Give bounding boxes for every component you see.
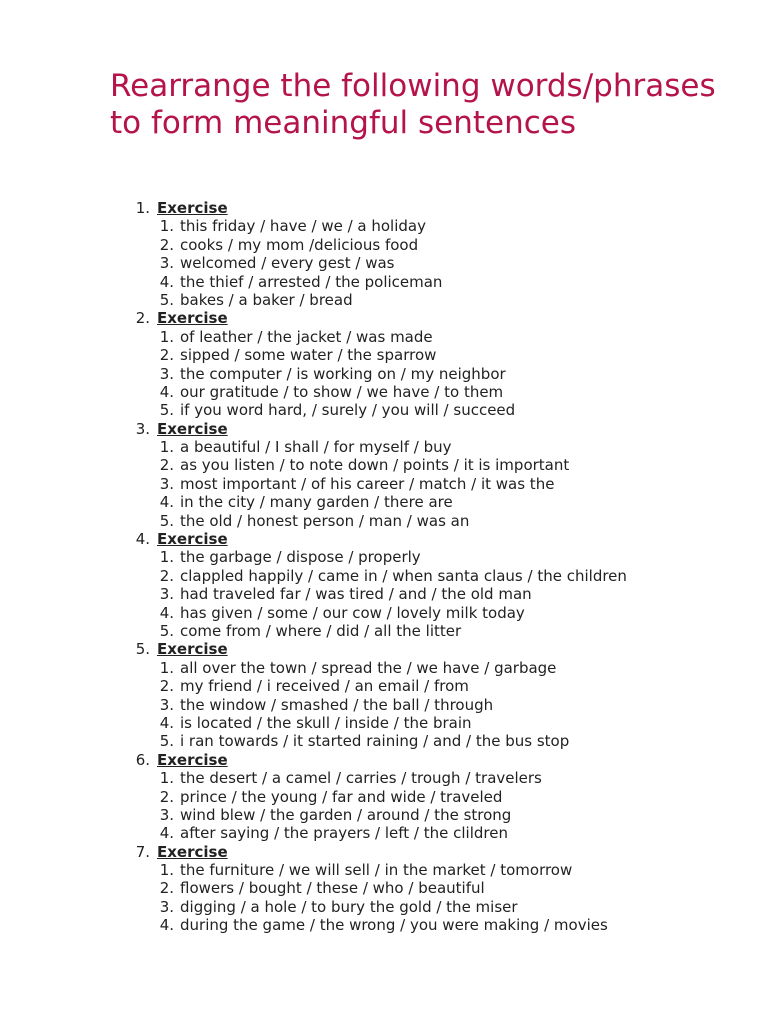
item-text: during the game / the wrong / you were making / movies: [180, 916, 608, 935]
exercise-label: Exercise: [157, 309, 228, 328]
item-number: 1.: [159, 438, 174, 457]
list-item: [0, 898, 768, 916]
item-text: welcomed / every gest / was: [180, 254, 395, 273]
exercise-label: Exercise: [157, 530, 228, 549]
item-number: 2.: [159, 235, 174, 254]
list-item: [0, 236, 768, 254]
list-item: [0, 365, 768, 383]
item-text: if you word hard, / surely / you will / succeed: [180, 401, 516, 420]
exercise-items: [0, 217, 768, 309]
item-number: 3.: [159, 364, 174, 383]
item-text: the window / smashed / the ball / through: [180, 695, 494, 714]
list-item: [0, 585, 768, 603]
exercise-number: 2.: [135, 309, 150, 328]
exercise-label: Exercise: [157, 750, 228, 769]
item-number: 5.: [159, 401, 174, 420]
item-number: 5.: [159, 621, 174, 640]
list-item: [0, 879, 768, 897]
list-item: [0, 659, 768, 677]
exercise-items: [0, 438, 768, 530]
item-text: all over the town / spread the / we have / garbage: [180, 658, 557, 677]
list-item: [0, 438, 768, 456]
exercise-heading: [0, 420, 768, 438]
exercise-label: Exercise: [157, 199, 228, 217]
list-item: [0, 677, 768, 695]
item-text: as you listen / to note down / points / it is important: [180, 456, 570, 475]
list-item: [0, 548, 768, 566]
item-text: cooks / my mom /delicious food: [180, 235, 419, 254]
item-text: prince / the young / far and wide / traveled: [180, 787, 503, 806]
exercise-label: Exercise: [157, 842, 228, 861]
exercise-items: [0, 659, 768, 751]
exercise-items: [0, 861, 768, 935]
item-number: 1.: [159, 658, 174, 677]
item-text: come from / where / did / all the litter: [180, 621, 462, 640]
exercise-section: [0, 199, 768, 309]
item-number: 1.: [159, 548, 174, 567]
exercise-heading: [0, 640, 768, 658]
item-text: after saying / the prayers / left / the clildren: [180, 824, 508, 843]
item-text: wind blew / the garden / around / the strong: [180, 805, 512, 824]
exercise-heading: [0, 843, 768, 861]
item-number: 1.: [159, 769, 174, 788]
exercise-label: Exercise: [157, 640, 228, 659]
list-item: [0, 512, 768, 530]
list-item: [0, 456, 768, 474]
list-item: [0, 493, 768, 511]
item-number: 2.: [159, 346, 174, 365]
item-number: 1.: [159, 217, 174, 236]
item-text: digging / a hole / to bury the gold / the miser: [180, 897, 518, 916]
item-number: 4.: [159, 272, 174, 291]
list-item: [0, 788, 768, 806]
item-text: my friend / i received / an email / from: [180, 677, 469, 696]
item-number: 3.: [159, 805, 174, 824]
list-item: [0, 291, 768, 309]
exercise-number: 5.: [135, 640, 150, 659]
item-number: 4.: [159, 824, 174, 843]
item-text: is located / the skull / inside / the brain: [180, 713, 472, 732]
item-text: the desert / a camel / carries / trough / travelers: [180, 769, 542, 788]
item-text: the old / honest person / man / was an: [180, 511, 470, 530]
exercise-list: [0, 199, 768, 935]
list-item: [0, 696, 768, 714]
item-number: 2.: [159, 879, 174, 898]
item-number: 3.: [159, 897, 174, 916]
exercise-section: [0, 751, 768, 843]
exercise-section: [0, 640, 768, 750]
item-number: 4.: [159, 493, 174, 512]
item-number: 2.: [159, 677, 174, 696]
item-text: flowers / bought / these / who / beautiful: [180, 879, 485, 898]
item-number: 4.: [159, 916, 174, 935]
exercise-heading: [0, 751, 768, 769]
exercise-items: [0, 769, 768, 843]
list-item: [0, 732, 768, 750]
item-number: 4.: [159, 603, 174, 622]
item-text: this friday / have / we / a holiday: [180, 217, 426, 236]
item-text: in the city / many garden / there are: [180, 493, 453, 512]
exercise-section: [0, 843, 768, 935]
item-text: our gratitude / to show / we have / to them: [180, 382, 504, 401]
exercise-items: [0, 328, 768, 420]
item-text: the furniture / we will sell / in the market / tomorrow: [180, 861, 573, 880]
list-item: [0, 824, 768, 842]
item-text: the computer / is working on / my neighbor: [180, 364, 506, 383]
list-item: [0, 567, 768, 585]
exercise-heading: [0, 530, 768, 548]
item-text: of leather / the jacket / was made: [180, 327, 433, 346]
exercise-heading: [0, 309, 768, 327]
list-item: [0, 401, 768, 419]
list-item: [0, 383, 768, 401]
exercise-number: 7.: [135, 842, 150, 861]
item-text: the thief / arrested / the policeman: [180, 272, 443, 291]
list-item: [0, 714, 768, 732]
item-text: has given / some / our cow / lovely milk today: [180, 603, 525, 622]
list-item: [0, 328, 768, 346]
item-text: bakes / a baker / bread: [180, 290, 353, 309]
item-text: sipped / some water / the sparrow: [180, 346, 437, 365]
list-item: [0, 217, 768, 235]
list-item: [0, 916, 768, 934]
list-item: [0, 604, 768, 622]
exercise-number: 3.: [135, 419, 150, 438]
exercise-heading: [0, 199, 768, 217]
exercise-label: Exercise: [157, 419, 228, 438]
item-text: a beautiful / I shall / for myself / buy: [180, 438, 452, 457]
item-number: 4.: [159, 382, 174, 401]
exercise-section: [0, 420, 768, 530]
list-item: [0, 861, 768, 879]
item-number: 5.: [159, 732, 174, 751]
item-number: 2.: [159, 456, 174, 475]
item-number: 4.: [159, 713, 174, 732]
item-text: clappled happily / came in / when santa claus / the children: [180, 566, 627, 585]
item-text: the garbage / dispose / properly: [180, 548, 421, 567]
list-item: [0, 273, 768, 291]
list-item: [0, 254, 768, 272]
list-item: [0, 806, 768, 824]
list-item: [0, 346, 768, 364]
list-item: [0, 475, 768, 493]
item-number: 3.: [159, 474, 174, 493]
exercise-number: 6.: [135, 750, 150, 769]
item-number: 5.: [159, 511, 174, 530]
item-text: had traveled far / was tired / and / the old man: [180, 585, 532, 604]
item-number: 2.: [159, 566, 174, 585]
item-text: most important / of his career / match / it was the: [180, 474, 555, 493]
list-item: [0, 622, 768, 640]
item-number: 3.: [159, 254, 174, 273]
item-number: 1.: [159, 861, 174, 880]
exercise-number: 1.: [135, 199, 150, 217]
list-item: [0, 769, 768, 787]
item-text: i ran towards / it started raining / and / the bus stop: [180, 732, 570, 751]
page-title: Rearrange the following words/phrases to form meaningful sentences: [110, 68, 716, 141]
exercise-section: [0, 309, 768, 419]
item-number: 5.: [159, 290, 174, 309]
exercise-number: 4.: [135, 530, 150, 549]
item-number: 1.: [159, 327, 174, 346]
item-number: 3.: [159, 585, 174, 604]
item-number: 2.: [159, 787, 174, 806]
exercise-items: [0, 548, 768, 640]
item-number: 3.: [159, 695, 174, 714]
exercise-section: [0, 530, 768, 640]
